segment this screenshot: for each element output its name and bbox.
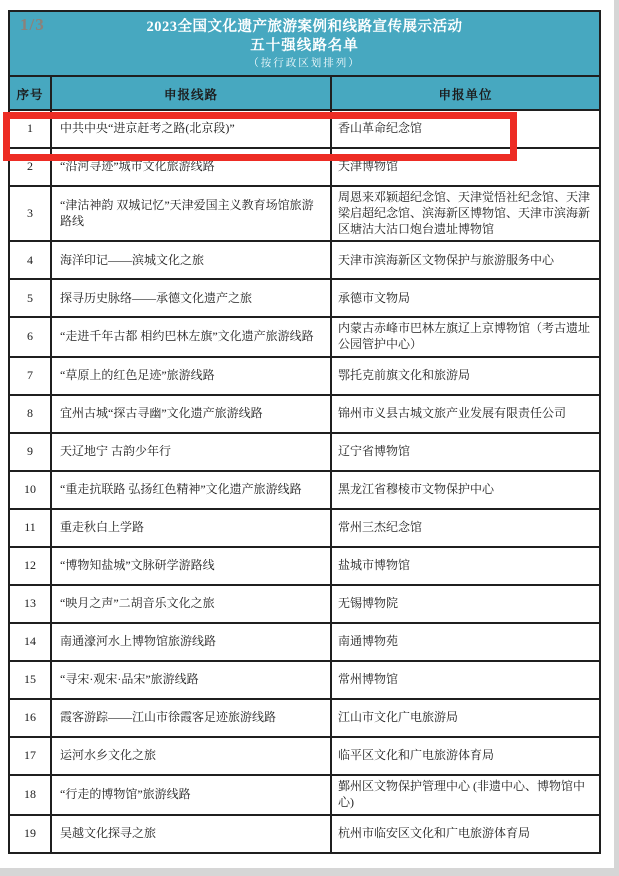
table-row [10,356,599,394]
table-row [10,278,599,316]
unit-cell: 南通博物苑 [330,624,599,660]
row-number-cell: 5 [27,290,33,305]
row-number-cell: 4 [27,252,33,267]
unit-cell: 鄞州区文物保护管理中心 (非遗中心、博物馆中心) [330,776,599,814]
table-row [10,774,599,814]
column-header-unit: 申报单位 [330,77,599,113]
route-cell: “沿河寻迹”城市文化旅游线路 [50,149,330,185]
route-cell: 运河水乡文化之旅 [50,738,330,774]
table-row [10,698,599,736]
unit-cell: 江山市文化广电旅游局 [330,700,599,736]
doc-title-line2: 五十强线路名单 [250,38,359,54]
table-row [10,394,599,432]
table-body [10,109,599,852]
table-row [10,185,599,240]
table-header-row [10,75,599,109]
unit-cell: 杭州市临安区文化和广电旅游体育局 [330,816,599,852]
row-number-cell: 9 [27,444,33,459]
table-row [10,736,599,774]
route-cell: 海洋印记——滨城文化之旅 [50,242,330,278]
route-cell: 宜州古城“探古寻幽”文化遗产旅游线路 [50,396,330,432]
route-cell: “映月之声”二胡音乐文化之旅 [50,586,330,622]
row-number-cell: 13 [24,596,36,611]
table-row [10,470,599,508]
route-cell: “重走抗联路 弘扬红色精神”文化遗产旅游线路 [50,472,330,508]
route-cell: 吴越文化探寻之旅 [50,816,330,852]
unit-cell: 承德市文物局 [330,280,599,316]
unit-cell: 盐城市博物馆 [330,548,599,584]
row-number-cell: 19 [24,825,36,840]
route-cell: “博物知盐城”文脉研学游路线 [50,548,330,584]
route-cell: 探寻历史脉络——承德文化遗产之旅 [50,280,330,316]
row-number-cell: 11 [24,520,36,535]
doc-title-line1: 2023全国文化遗产旅游案例和线路宣传展示活动 [146,19,463,35]
route-cell: 中共中央“进京赶考之路(北京段)” [50,111,330,147]
table-row [10,660,599,698]
route-cell: 重走秋白上学路 [50,510,330,546]
row-number-cell: 16 [24,710,36,725]
route-cell: “寻宋·观宋·品宋”旅游线路 [50,662,330,698]
unit-cell: 香山革命纪念馆 [330,111,599,147]
unit-cell: 周恩来邓颖超纪念馆、天津觉悟社纪念馆、天津梁启超纪念馆、滨海新区博物馆、天津市滨海新区塘沽大沽口炮台遗址博物馆 [330,187,599,240]
route-cell: “走进千年古都 相约巴林左旗”文化遗产旅游线路 [50,318,330,356]
row-number-cell: 8 [27,406,33,421]
unit-cell: 临平区文化和广电旅游体育局 [330,738,599,774]
row-number-cell: 6 [27,329,33,344]
row-number-cell: 2 [27,159,33,174]
unit-cell: 内蒙古赤峰市巴林左旗辽上京博物馆（考古遗址公园管护中心） [330,318,599,356]
unit-cell: 常州三杰纪念馆 [330,510,599,546]
table-row [10,546,599,584]
table-row [10,240,599,278]
row-number-cell: 3 [27,205,33,220]
row-number-cell: 10 [24,482,36,497]
unit-cell: 天津博物馆 [330,149,599,185]
row-number-cell: 1 [27,121,33,136]
table-row [10,147,599,185]
table-row [10,316,599,356]
unit-cell: 鄂托克前旗文化和旅游局 [330,358,599,394]
unit-cell: 黑龙江省穆棱市文物保护中心 [330,472,599,508]
page-edge-bottom [0,868,619,876]
table-row [10,584,599,622]
row-number-cell: 12 [24,558,36,573]
table-row [10,432,599,470]
page-edge-right [614,0,619,876]
row-number-cell: 7 [27,368,33,383]
route-cell: “草原上的红色足迹”旅游线路 [50,358,330,394]
table-row [10,109,599,147]
table-title-block [10,12,599,75]
column-header-index: 序号 [16,87,44,102]
row-number-cell: 14 [24,634,36,649]
unit-cell: 常州博物馆 [330,662,599,698]
table-row [10,622,599,660]
unit-cell: 天津市滨海新区文物保护与旅游服务中心 [330,242,599,278]
column-header-route: 申报线路 [50,77,330,113]
page-indicator: 1/3 [20,15,45,34]
routes-table [8,10,601,854]
route-cell: “津沽神韵 双城记忆”天津爱国主义教育场馆旅游路线 [50,187,330,240]
route-cell: 南通濠河水上博物馆旅游线路 [50,624,330,660]
route-cell: 霞客游踪——江山市徐霞客足迹旅游线路 [50,700,330,736]
table-row [10,508,599,546]
table-row [10,814,599,852]
unit-cell: 辽宁省博物馆 [330,434,599,470]
row-number-cell: 17 [24,748,36,763]
unit-cell: 无锡博物院 [330,586,599,622]
unit-cell: 锦州市义县古城文旅产业发展有限责任公司 [330,396,599,432]
route-cell: 天辽地宁 古韵少年行 [50,434,330,470]
doc-subtitle: （按行政区划排列） [248,58,361,69]
row-number-cell: 18 [24,787,36,802]
row-number-cell: 15 [24,672,36,687]
route-cell: “行走的博物馆”旅游线路 [50,776,330,814]
